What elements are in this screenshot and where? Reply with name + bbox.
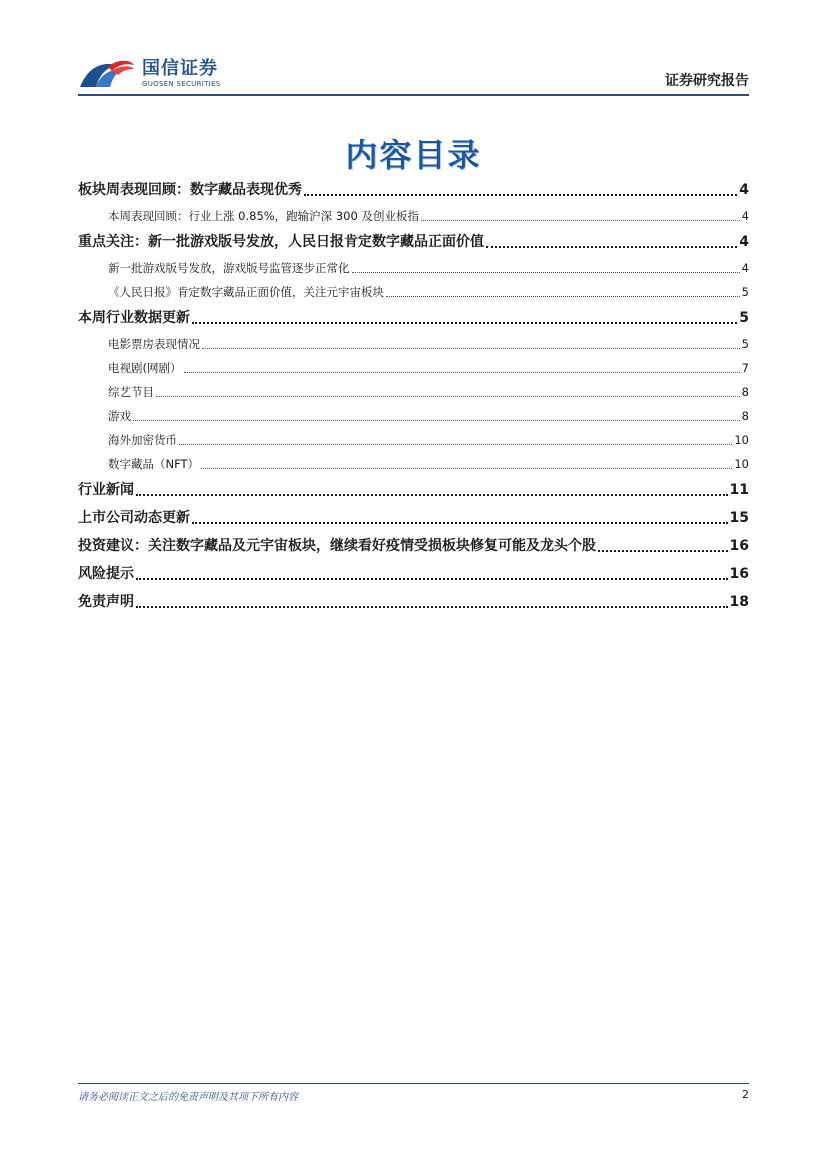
toc-dot-leader: [192, 522, 728, 524]
toc-entry-section[interactable]: [78, 532, 749, 560]
toc-entry-subsection[interactable]: [78, 452, 749, 476]
toc-entry-subsection[interactable]: [78, 380, 749, 404]
toc-entry-title: 《人民日报》肯定数字藏品正面价值，关注元宇宙板块: [108, 285, 384, 299]
toc-dot-leader: [304, 194, 737, 196]
toc-dot-leader: [486, 246, 737, 248]
toc-dot-leader: [202, 348, 740, 349]
toc-entry-title: 游戏: [108, 409, 131, 423]
toc-entry-subsection[interactable]: [78, 256, 749, 280]
toc-entry-page: 8: [741, 409, 749, 423]
header-divider: [78, 94, 749, 96]
toc-entry-section[interactable]: [78, 176, 749, 204]
toc-entry-subsection[interactable]: [78, 356, 749, 380]
toc-entry-section[interactable]: [78, 228, 749, 256]
toc-dot-leader: [201, 468, 732, 469]
toc-entry-page: 18: [729, 594, 749, 610]
toc-entry-section[interactable]: [78, 504, 749, 532]
toc-entry-title: 电视剧(网剧）: [108, 361, 182, 375]
company-logo: [78, 56, 221, 92]
toc-entry-page: 8: [741, 385, 749, 399]
toc-dot-leader: [386, 296, 740, 297]
toc-dot-leader: [192, 322, 737, 324]
toc-dot-leader: [136, 494, 728, 496]
toc-entry-title: 综艺节目: [108, 385, 154, 399]
toc-entry-subsection[interactable]: [78, 428, 749, 452]
toc-dot-leader: [598, 550, 728, 552]
toc-entry-subsection[interactable]: [78, 404, 749, 428]
toc-entry-title: 板块周表现回顾：数字藏品表现优秀: [78, 182, 302, 198]
toc-entry-title: 上市公司动态更新: [78, 510, 190, 526]
toc-dot-leader: [352, 272, 740, 273]
toc-entry-section[interactable]: [78, 304, 749, 332]
toc-entry-page: 5: [739, 310, 749, 326]
logo-english-name: GUOSEN SECURITIES: [142, 80, 221, 88]
toc-entry-page: 4: [739, 182, 749, 198]
toc-entry-page: 16: [729, 538, 749, 554]
footer-divider: [78, 1083, 749, 1084]
guosen-logo-icon: [78, 57, 136, 91]
toc-entry-title: 数字藏品（NFT）: [108, 457, 200, 471]
toc-entry-title: 本周表现回顾：行业上涨 0.85%，跑输沪深 300 及创业板指: [108, 209, 419, 223]
toc-title: 内容目录: [345, 136, 482, 174]
toc-entry-page: 4: [741, 209, 749, 223]
toc-entry-title: 本周行业数据更新: [78, 310, 190, 326]
toc-entry-title: 行业新闻: [78, 482, 134, 498]
toc-entry-page: 10: [734, 433, 749, 447]
toc-dot-leader: [136, 578, 728, 580]
page-header: [78, 56, 749, 92]
toc-entry-page: 4: [739, 234, 749, 250]
toc-dot-leader: [179, 444, 732, 445]
toc-entry-title: 新一批游戏版号发放，游戏版号监管逐步正常化: [108, 261, 350, 275]
toc-dot-leader: [136, 606, 728, 608]
table-of-contents: [78, 176, 749, 616]
toc-entry-section[interactable]: [78, 560, 749, 588]
toc-dot-leader: [421, 220, 740, 221]
logo-chinese-name: 国信证券: [142, 58, 218, 79]
toc-dot-leader: [156, 396, 740, 397]
footer-disclaimer: 请务必阅读正文之后的免责声明及其项下所有内容: [78, 1092, 298, 1103]
report-type-label: 证券研究报告: [665, 73, 749, 89]
toc-entry-page: 4: [741, 261, 749, 275]
page-number: 2: [742, 1088, 749, 1101]
toc-dot-leader: [184, 372, 740, 373]
toc-entry-title: 海外加密货币: [108, 433, 177, 447]
toc-entry-title: 风险提示: [78, 566, 134, 582]
toc-entry-page: 10: [734, 457, 749, 471]
toc-entry-page: 16: [729, 566, 749, 582]
toc-entry-subsection[interactable]: [78, 280, 749, 304]
toc-entry-page: 15: [729, 510, 749, 526]
toc-dot-leader: [133, 420, 740, 421]
toc-entry-subsection[interactable]: [78, 204, 749, 228]
toc-entry-title: 重点关注：新一批游戏版号发放，人民日报肯定数字藏品正面价值: [78, 234, 484, 250]
toc-entry-title: 免责声明: [78, 594, 134, 610]
toc-entry-page: 7: [741, 361, 749, 375]
toc-entry-page: 5: [741, 285, 749, 299]
toc-entry-page: 11: [729, 482, 749, 498]
toc-entry-subsection[interactable]: [78, 332, 749, 356]
toc-entry-title: 投资建议：关注数字藏品及元宇宙板块，继续看好疫情受损板块修复可能及龙头个股: [78, 538, 596, 554]
toc-entry-section[interactable]: [78, 476, 749, 504]
toc-entry-page: 5: [741, 337, 749, 351]
toc-entry-title: 电影票房表现情况: [108, 337, 200, 351]
toc-entry-section[interactable]: [78, 588, 749, 616]
